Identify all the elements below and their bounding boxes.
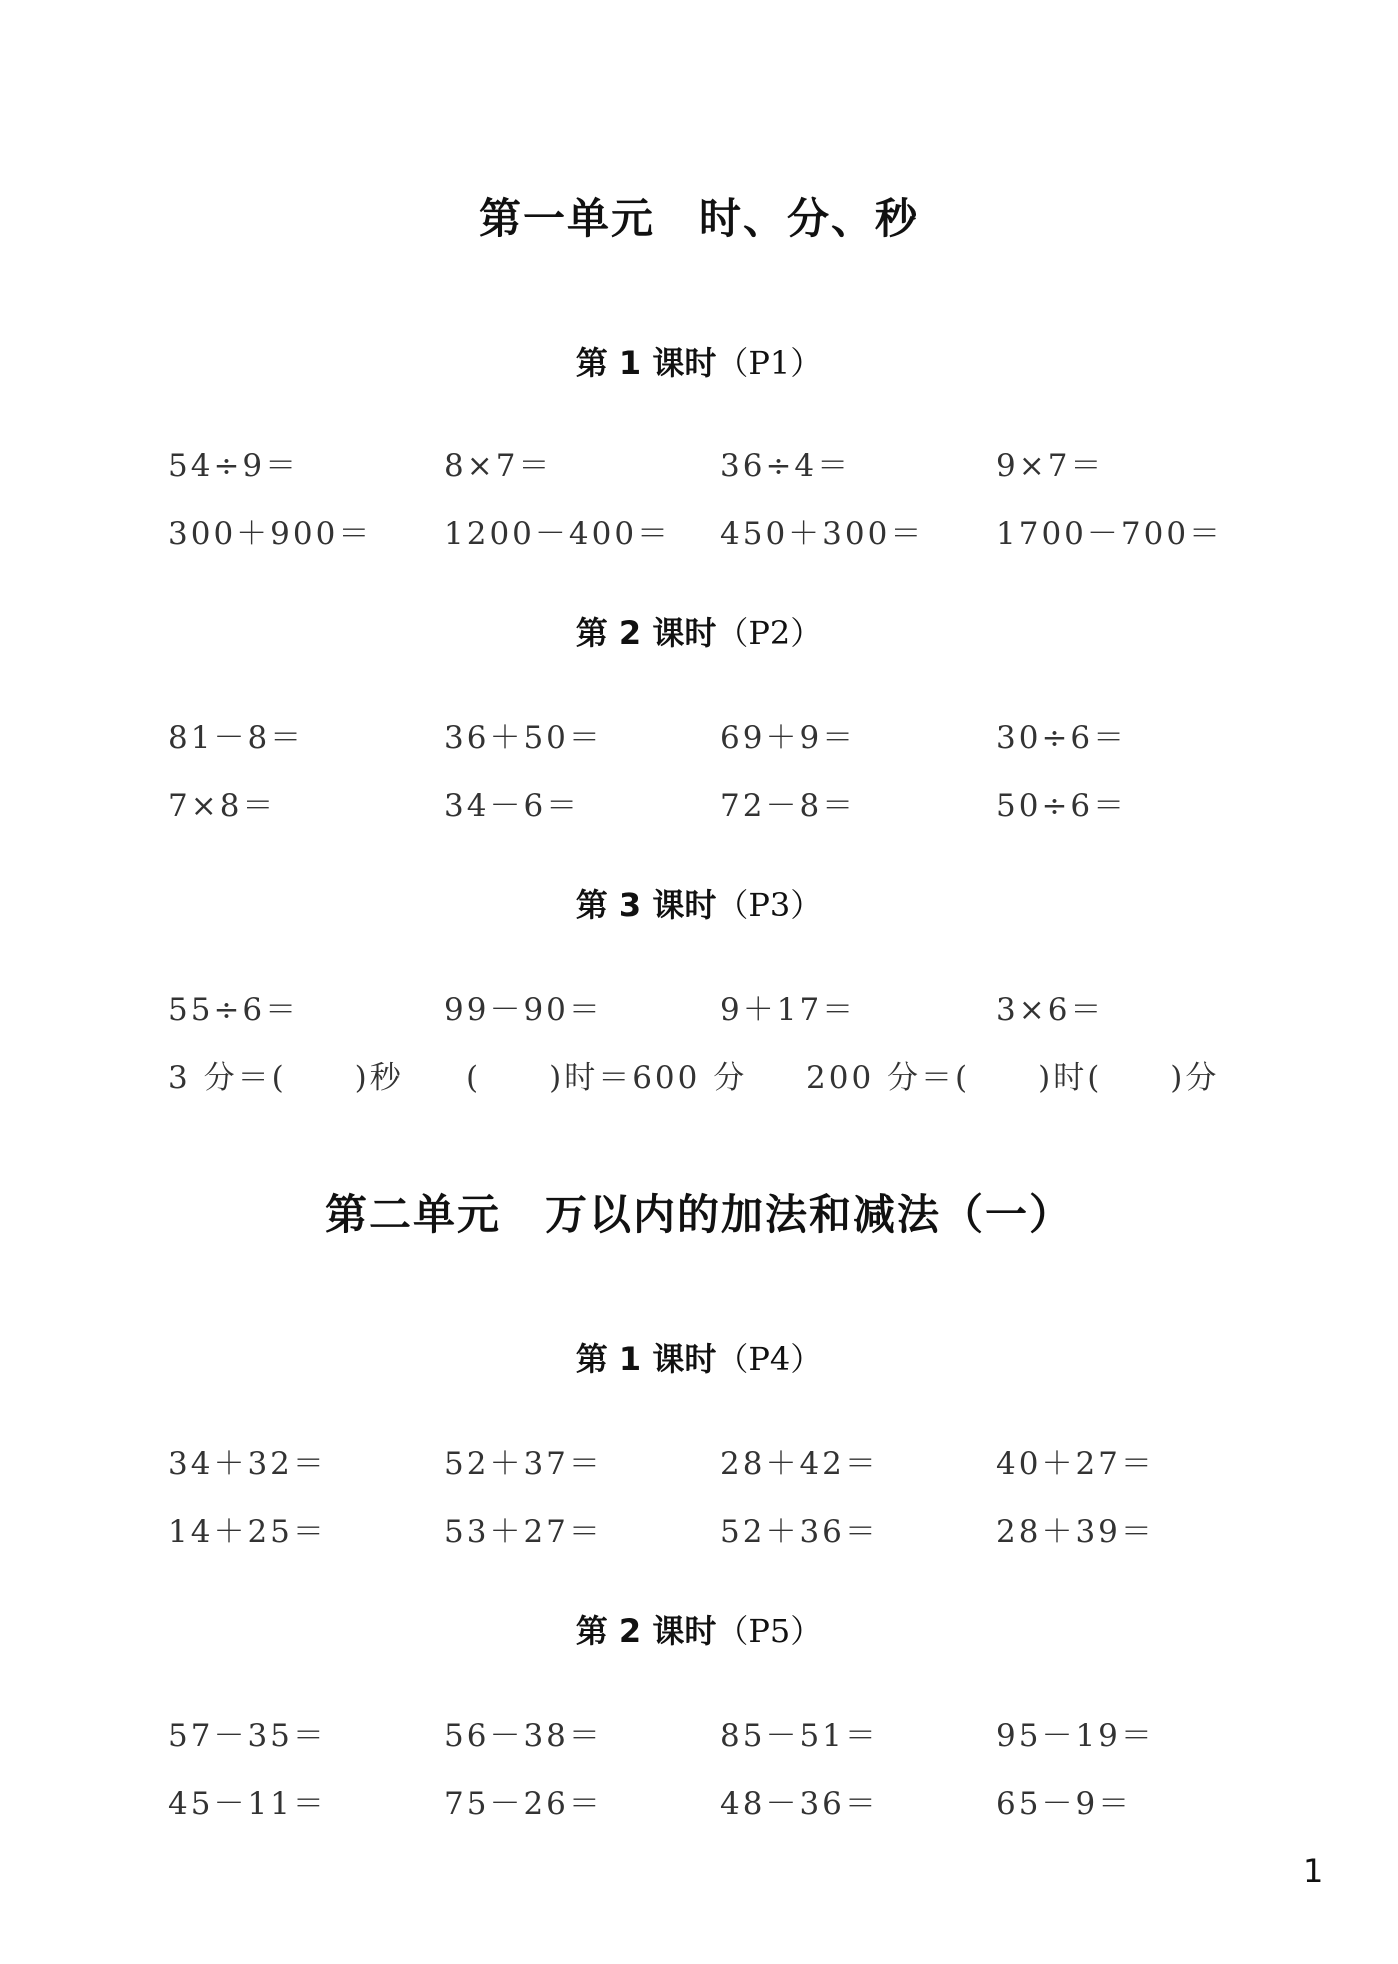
exercise-item: 28＋39＝ [996, 1514, 1155, 1550]
exercise-item: 55÷6＝ [168, 992, 300, 1028]
lesson-page-ref: （P1） [716, 344, 823, 382]
fill-blank-item: 200 分＝( )时( )分 [806, 1060, 1220, 1096]
lesson-title [0, 338, 1398, 384]
unit-1-title: 第一单元 时、分、秒 [478, 194, 919, 243]
lesson-label: 第 2 课时 [575, 1612, 717, 1650]
exercise-item: 28＋42＝ [720, 1446, 879, 1482]
lesson-label: 第 2 课时 [575, 614, 717, 652]
exercise-item: 8×7＝ [444, 448, 553, 484]
exercise-item: 99－90＝ [444, 992, 603, 1028]
exercise-row [0, 1438, 1398, 1482]
exercise-item: 1700－700＝ [996, 516, 1224, 552]
exercise-item: 34＋32＝ [168, 1446, 327, 1482]
exercise-item: 48－36＝ [720, 1786, 879, 1822]
exercise-row [0, 1778, 1398, 1822]
exercise-item: 65－9＝ [996, 1786, 1133, 1822]
lesson-title [0, 608, 1398, 654]
exercise-row [0, 780, 1398, 824]
exercise-item: 36＋50＝ [444, 720, 603, 756]
exercise-item: 14＋25＝ [168, 1514, 327, 1550]
exercise-item: 36÷4＝ [720, 448, 852, 484]
exercise-row [0, 508, 1398, 552]
exercise-item: 7×8＝ [168, 788, 277, 824]
exercise-item: 95－19＝ [996, 1718, 1155, 1754]
lesson-title [0, 1334, 1398, 1380]
lesson-label: 第 3 课时 [575, 886, 717, 924]
exercise-item: 9×7＝ [996, 448, 1105, 484]
exercise-item: 75－26＝ [444, 1786, 603, 1822]
exercise-item: 3×6＝ [996, 992, 1105, 1028]
fill-blank-row [0, 1052, 1398, 1096]
exercise-item: 57－35＝ [168, 1718, 327, 1754]
exercise-row [0, 712, 1398, 756]
exercise-item: 85－51＝ [720, 1718, 879, 1754]
exercise-item: 40＋27＝ [996, 1446, 1155, 1482]
exercise-item: 52＋37＝ [444, 1446, 603, 1482]
exercise-item: 300＋900＝ [168, 516, 373, 552]
lesson-page-ref: （P3） [716, 886, 823, 924]
exercise-item: 1200－400＝ [444, 516, 672, 552]
exercise-item: 53＋27＝ [444, 1514, 603, 1550]
exercise-item: 45－11＝ [168, 1786, 327, 1822]
exercise-item: 30÷6＝ [996, 720, 1128, 756]
fill-blank-item: ( )时＝600 分 [466, 1060, 748, 1096]
exercise-row [0, 984, 1398, 1028]
exercise-item: 450＋300＝ [720, 516, 925, 552]
fill-blank-item: 3 分＝( )秒 [168, 1060, 404, 1096]
lesson-title [0, 1606, 1398, 1652]
exercise-item: 54÷9＝ [168, 448, 300, 484]
lesson-page-ref: （P5） [716, 1612, 823, 1650]
exercise-row [0, 1506, 1398, 1550]
exercise-item: 72－8＝ [720, 788, 857, 824]
exercise-item: 81－8＝ [168, 720, 305, 756]
exercise-row [0, 440, 1398, 484]
lesson-page-ref: （P2） [716, 614, 823, 652]
unit-2-title: 第二单元 万以内的加法和减法（一） [324, 1190, 1073, 1239]
exercise-item: 69＋9＝ [720, 720, 857, 756]
exercise-item: 52＋36＝ [720, 1514, 879, 1550]
exercise-item: 34－6＝ [444, 788, 581, 824]
exercise-item: 50÷6＝ [996, 788, 1128, 824]
exercise-item: 9＋17＝ [720, 992, 857, 1028]
page-number: 1 [1303, 1852, 1324, 1890]
lesson-label: 第 1 课时 [575, 1340, 717, 1378]
lesson-page-ref: （P4） [716, 1340, 823, 1378]
lesson-label: 第 1 课时 [575, 344, 717, 382]
exercise-item: 56－38＝ [444, 1718, 603, 1754]
exercise-row [0, 1710, 1398, 1754]
lesson-title [0, 880, 1398, 926]
